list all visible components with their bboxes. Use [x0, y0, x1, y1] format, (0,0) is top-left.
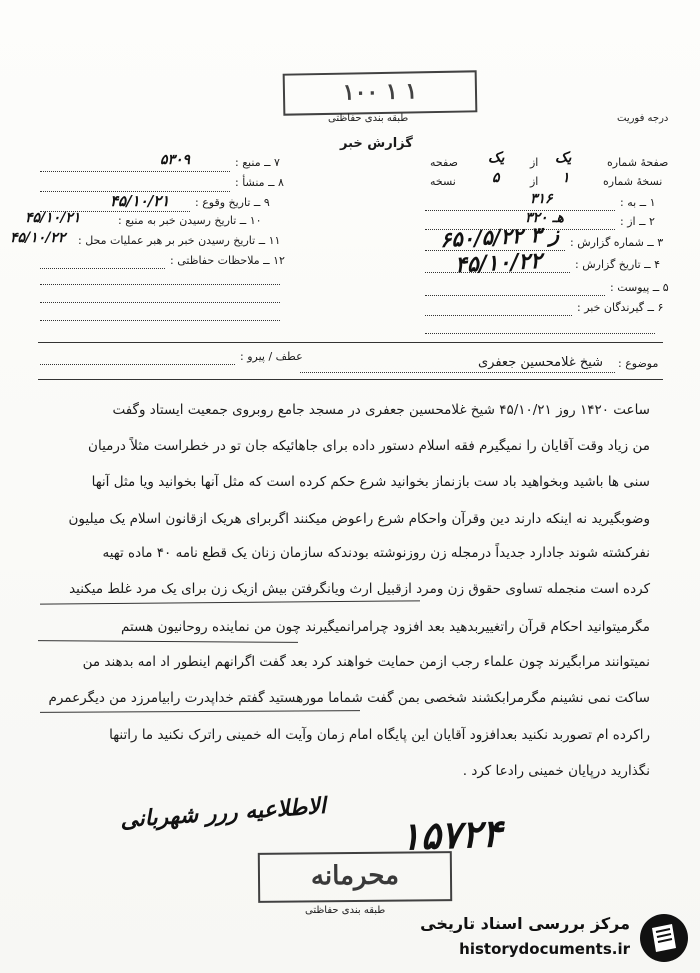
body-line-8: نمیتوانند مرابگیرند چون علماء رجب ازمن حمایت خواهند کرد بعد گفت اگرانهم اینطور اد امه بدهند من — [82, 654, 650, 670]
archive-name: مرکز بررسی اسناد تاریخی — [420, 914, 630, 933]
subject-divider — [38, 379, 663, 380]
field-1-value: ۳۱۶ — [530, 191, 553, 207]
archive-logo-icon — [638, 912, 690, 964]
reference-line — [40, 364, 235, 365]
page-of-value: یک — [488, 150, 505, 166]
page-number-value: یک — [555, 150, 572, 166]
field-12-line — [40, 268, 165, 269]
page-suffix: صفحه — [430, 156, 458, 169]
body-line-9: ساکت نمی نشینم مگرمرابکشند شخصی بمن گفت شماما مورهستید گفتم خداپدرت رابیامرزد من دیگرعمرم — [48, 690, 650, 706]
body-line-7: مگرمیتوانید احکام قرآن راتغییربدهید بعد افزود چرامرانمیگیرند چون من نماینده روحانیون هستم — [120, 619, 650, 635]
handwritten-number: ۱۵۷۲۴ — [399, 810, 503, 859]
field-9-value: ۴۵/۱۰/۲۱ — [110, 192, 170, 210]
copy-of-label: از — [530, 175, 539, 188]
field-7-value: ۵۳۰۹ — [160, 152, 191, 168]
field-9-label: ۹ ــ تاریخ وقوع : — [195, 196, 270, 209]
field-6-line — [425, 315, 572, 316]
body-line-2: من زیاد وقت آقایان را نمیگیرم فقه اسلام دستور داده برای جاهائیکه جان تو در خطراست مثلاً درمیان — [88, 438, 650, 454]
page-number-label: صفحهٔ شماره — [607, 156, 669, 169]
copy-number-value: ۱ — [562, 170, 570, 186]
field-10-value: ۴۵/۱۰/۲۱ — [25, 210, 81, 226]
subject-line — [300, 372, 615, 373]
subject-label: موضوع : — [618, 357, 659, 370]
field-7-label: ۷ ــ منبع : — [235, 156, 280, 169]
field-8-label: ۸ ــ منشأ : — [235, 176, 284, 189]
field-4-label: ۴ ــ تاریخ گزارش : — [575, 258, 661, 271]
field-6-label: ۶ ــ گیرندگان خبر : — [577, 301, 664, 314]
copy-of-value: ۵ — [492, 170, 500, 186]
field-2-label: ۲ ــ از : — [620, 215, 655, 228]
notes-line-1 — [40, 284, 280, 285]
archive-url: historydocuments.ir — [459, 940, 630, 958]
field-5-label: ۵ ــ پیوست : — [610, 281, 669, 294]
classification-label-bottom: طبقه بندی حفاظتی — [305, 905, 386, 916]
field-3-value: ۶۵۰/۵/۲۲ ۳ ز — [439, 220, 560, 253]
header-divider — [38, 342, 663, 343]
recipients-line-2 — [425, 333, 655, 334]
report-title: گزارش خبر — [340, 136, 413, 151]
field-2-value: ۳۲۰ هـ — [525, 210, 564, 226]
field-3-label: ۳ ــ شماره گزارش : — [570, 236, 664, 249]
bottom-classification-stamp: محرمانه — [258, 851, 452, 903]
page-of-label: از — [530, 156, 539, 169]
notes-line-3 — [40, 320, 280, 321]
handwritten-signature: الاطلاعیه ررر شهربانی — [119, 792, 327, 834]
top-classification-stamp: ۱۰۰ ۱ ۱ — [283, 70, 478, 115]
body-line-5: نفرکشته شوند جادارد جدیداً درمجله زن روزنوشته بودندکه سازمان زنان یک قطع نامه ۴۰ ماده تهیه — [102, 545, 650, 561]
field-4-line — [425, 272, 570, 273]
underline-2 — [38, 640, 298, 643]
field-11-label: ۱۱ ــ تاریخ رسیدن خبر بر هبر عملیات محل : — [78, 234, 281, 247]
reference-label: عطف / پیرو : — [240, 350, 303, 363]
field-1-label: ۱ ــ به : — [620, 196, 656, 209]
body-line-1: ساعت ۱۴۲۰ روز ۴۵/۱۰/۲۱ شیخ غلامحسین جعفری در مسجد جامع روبروی جمعیت ایستاد وگفت — [112, 402, 650, 418]
copy-suffix: نسخه — [430, 175, 456, 188]
field-4-value: ۴۵/۱۰/۲۲ — [454, 247, 543, 279]
notes-line-2 — [40, 302, 280, 303]
subject-value: شیخ غلامحسین جعفری — [478, 355, 604, 370]
underline-3 — [40, 710, 360, 713]
body-line-6: کرده است منجمله تساوی حقوق زن ومرد ازقبیل ارث ویانگرفتن بیش ازیک زن برای یک مرد غلط میکنید — [69, 581, 650, 597]
copy-number-label: نسخهٔ شماره — [603, 175, 663, 188]
classification-label-top: طبقه بندی حفاظتی — [328, 113, 409, 124]
body-line-11: نگذارید درپایان خمینی رادعا کرد . — [462, 763, 650, 779]
body-line-4: وضوبگیرید نه اینکه دارند دین وقرآن واحکام شرع راعوض میکنند اگربرای هریک ازقانون اسلام یک میلیون — [68, 511, 650, 527]
field-12-label: ۱۲ ــ ملاحظات حفاظتی : — [170, 254, 285, 267]
urgency-label: درجه فوریت — [617, 113, 669, 124]
field-11-value: ۴۵/۱۰/۲۲ — [10, 230, 66, 246]
field-7-line — [40, 171, 230, 172]
field-10-label: ۱۰ ــ تاریخ رسیدن خبر به منبع : — [118, 214, 262, 227]
body-line-10: راکرده ام تصوربد نکنید بعدافزود آقایان این پایگاه امام زمان وآیت اله خمینی راترک نکنید ما راتنها — [109, 727, 650, 743]
watermark-logo — [420, 910, 690, 966]
body-line-3: سنی ها باشید وبخواهید باد ست بازنماز بخوانید شرع حکم کرده است که مثل آنها بخوانید ویا مثل آنها — [91, 474, 650, 490]
underline-1 — [40, 600, 420, 604]
field-5-line — [425, 295, 605, 296]
field-1-line — [425, 210, 615, 211]
